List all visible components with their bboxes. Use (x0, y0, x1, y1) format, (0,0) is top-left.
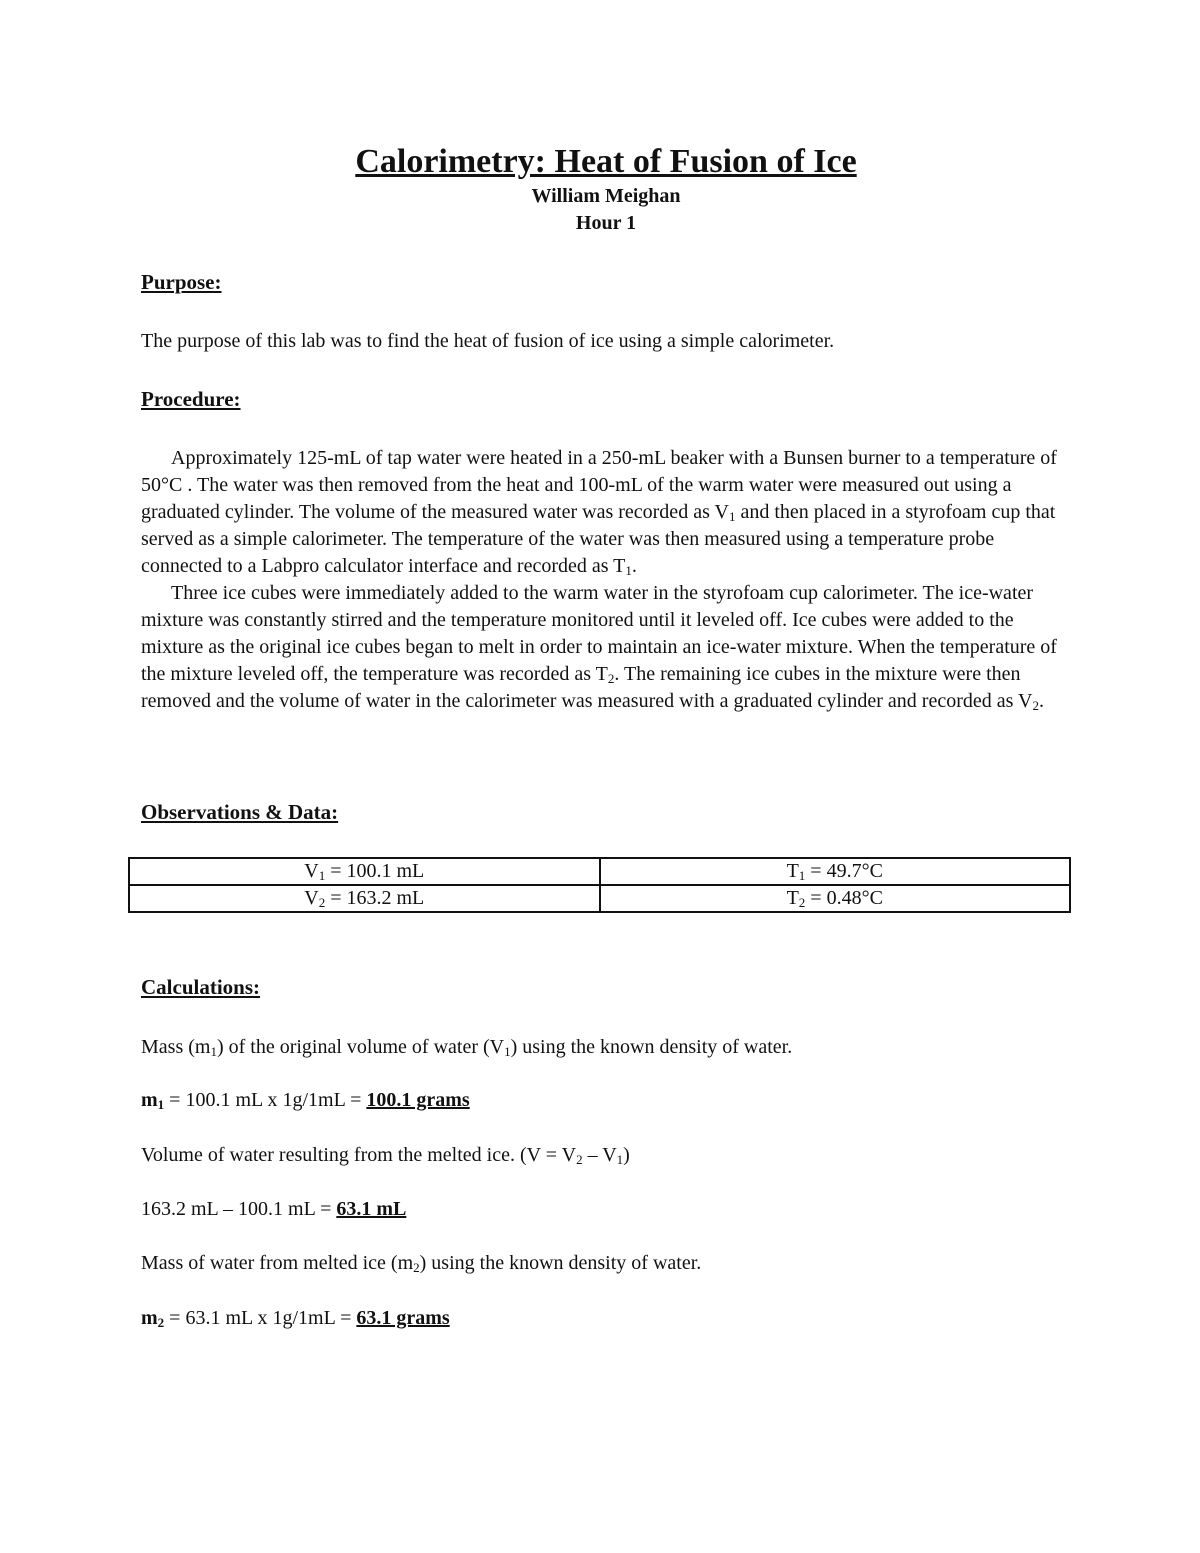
table-row (129, 858, 1070, 885)
table-cell-t2: $T_2 = 0.48^\circ C$ (600, 885, 1071, 912)
calc-mass-answer: 100.1 grams (366, 1089, 470, 1111)
author-name: William Meighan (531, 185, 681, 207)
procedure-text (141, 445, 1061, 715)
observations-heading: Observations & Data: (141, 800, 339, 824)
calc-volume-description: Volume of water resulting from the melted ice. $(V = V_2 - V_1)$ (141, 1144, 630, 1167)
table-row (129, 885, 1070, 912)
calc-volume-equation: 163.2 mL – 100.1 mL = 63.1 mL (141, 1198, 407, 1220)
calculations-heading: Calculations: (141, 975, 261, 999)
calc-melted-mass-equation: $m_2 = 63.1$ mL x 1g/1mL = 63.1 grams (141, 1307, 450, 1330)
procedure-heading: Procedure: (141, 387, 241, 411)
purpose-heading: Purpose: (141, 270, 222, 294)
calc-melted-mass-description: Mass of water from melted ice $(m_2)$ using the known density of water. (141, 1252, 702, 1275)
table-cell-t1: $T_1 = 49.7^\circ C$ (600, 858, 1071, 885)
procedure-paragraph-2: Three ice cubes were immediately added to the warm water in the styrofoam cup calorimeter. The ice-water mixture was constantly stirred and the temperature monitored until it leveled off. Ice cubes were added to the mixture as the original ice cubes began to melt in order to maintain an ice-water mixture. When the temperature of the mixture leveled off, the temperature was recorded as $T_2$. The remaining ice cubes in the mixture were then removed and the volume of water in the calorimeter was measured with a graduated cylinder and recorded as $V_2$. (141, 582, 1057, 713)
calc-mass-equation: $m_1 = 100.1$ mL x 1g/1mL = 100.1 grams (141, 1089, 470, 1112)
table-cell-v2: $V_2 = 163.2$ mL (129, 885, 600, 912)
data-table (128, 857, 1071, 913)
page-title: Calorimetry: Heat of Fusion of Ice (355, 143, 857, 180)
calc-melted-mass-answer: 63.1 grams (356, 1307, 450, 1329)
purpose-text: The purpose of this lab was to find the heat of fusion of ice using a simple calorimeter. (141, 330, 835, 352)
table-cell-v1: $V_1 = 100.1$ mL (129, 858, 600, 885)
calc-volume-answer: 63.1 mL (336, 1198, 407, 1220)
procedure-paragraph-1: Approximately 125-mL of tap water were heated in a 250-mL beaker with a Bunsen burner to a temperature of 50°C . The water was then removed from the heat and 100-mL of the warm water were measured out using a graduated cylinder. The volume of the measured water was recorded as $V_1$ and then placed in a styrofoam cup that served as a simple calorimeter. The temperature of the water was then measured using a temperature probe connected to a Labpro calculator interface and recorded as $T_1$. (141, 447, 1057, 578)
class-hour: Hour 1 (575, 212, 637, 234)
calc-mass-description: Mass $(m_1)$ of the original volume of water $(V_1)$ using the known density of water. (141, 1036, 793, 1059)
